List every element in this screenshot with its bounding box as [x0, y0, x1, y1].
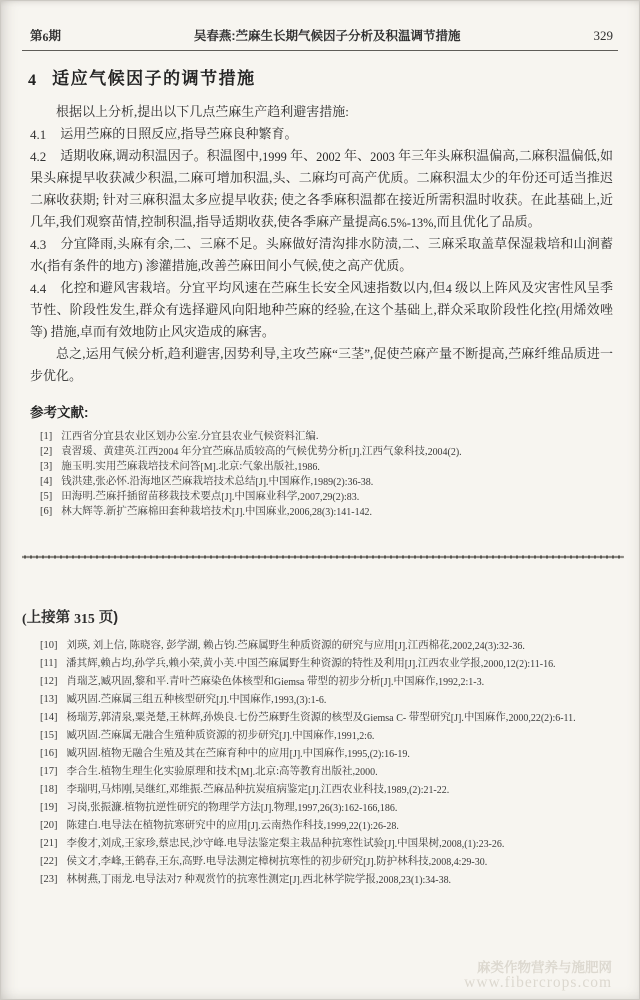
reference-number: [1] — [40, 431, 53, 442]
reference-text: 施玉明.实用苎麻栽培技术问答[M].北京:气象出版社,1986. — [61, 461, 320, 473]
reference-text: 袁習瑗、黄建英.江西2004 年分宜苎麻品质较高的气候优势分析[J].江西气象科技,2004(2). — [61, 446, 462, 458]
reference-item — [8, 763, 613, 781]
reference-item — [8, 745, 613, 763]
reference-number: [10] — [40, 640, 58, 651]
reference-number: [2] — [40, 446, 53, 457]
reference-number: [16] — [40, 748, 58, 759]
reference-number: [14] — [40, 712, 58, 723]
reference-text: 李瑞明,马炜刚,吴继红,邓维振.苎麻品种抗炭疽病鉴定[J].江西农业科技,1989,(2):21-22. — [66, 784, 450, 796]
reference-text: 林大辉等.新扩苎麻棉田套种栽培技术[J].中国麻业,2006,28(3):141-142. — [61, 506, 373, 518]
reference-item — [8, 727, 613, 745]
reference-number: [15] — [40, 730, 58, 741]
section-heading — [28, 64, 613, 89]
reference-item — [8, 709, 613, 727]
reference-text: 李合生.植物生理生化实验原理和技术[M].北京:高等教育出版社,2000. — [66, 766, 378, 778]
reference-number: [22] — [40, 856, 58, 867]
reference-item — [40, 459, 613, 474]
reference-item — [8, 817, 613, 835]
reference-number: [4] — [40, 476, 53, 487]
page-number: 329 — [593, 28, 613, 43]
paragraph-text: 分宜降雨,头麻有余,二、三麻不足。头麻做好清沟排水防渍,二、三麻采取盖草保湿栽培和山涧蓄水(指有条件的地方) 渗灌措施,改善苎麻田间小气候,使之高产优质。 — [30, 236, 613, 274]
paragraph-number: 4.4 — [30, 281, 47, 296]
header-rule — [22, 50, 618, 51]
reference-text: 李俊才,刘成,王家珍,蔡忠民,沙守峰.电导法鉴定梨主栽品种抗寒性试验[J].中国果树,2008,(1):23-26. — [66, 838, 505, 850]
reference-text: 陈建白.电导法在植物抗寒研究中的应用[J].云南热作科技,1999,22(1):26-28. — [66, 820, 399, 832]
reference-item — [40, 444, 613, 459]
running-title: 吴春燕:苎麻生长期气候因子分析及积温调节措施 — [193, 29, 461, 43]
reference-item — [40, 504, 613, 519]
reference-item — [8, 835, 613, 853]
reference-number: [13] — [40, 694, 58, 705]
reference-item — [8, 853, 613, 871]
paragraph — [30, 145, 613, 233]
paragraph — [30, 233, 613, 277]
reference-item — [8, 871, 613, 889]
reference-text: 林树燕,丁雨龙.电导法对7 种观赏竹的抗寒性测定[J].西北林学院学报,2008,23(1):34-38. — [66, 874, 452, 886]
paragraph-number: 4.2 — [30, 149, 47, 164]
references-heading: 参考文献: — [30, 405, 89, 420]
section-title: 适应气候因子的调节措施 — [52, 69, 256, 88]
reference-item — [40, 474, 613, 489]
body-paragraphs — [30, 101, 613, 387]
reference-text: 田海明.苎麻扦插留苗移栽技术要点[J].中国麻业科学,2007,29(2):83. — [61, 491, 360, 503]
paragraph-text: 运用苎麻的日照反应,指导苎麻良种繁育。 — [60, 126, 298, 141]
paragraph-text: 适期收麻,调动积温因子。积温图中,1999 年、2002 年、2003 年三年头麻积温偏高,二麻积温偏低,如果头麻提早收获减少积温,二麻可增加积温,头、二麻均可高产优质。二麻积温太少的年份还可适当推迟二麻收获期; 针对三麻积温太多应提早收获; 使之各季麻积温都在接近所需积温时收获。在此基础上,近几年,我们观察苗情,控制积温,指导适期收获,使各季麻产量提高6.5%-13%,而且优化了品质。 — [30, 148, 613, 230]
reference-number: [18] — [40, 784, 58, 795]
watermark-site-name: 麻类作物营养与施肥网 — [477, 960, 612, 975]
reference-number: [3] — [40, 461, 53, 472]
reference-text: 钱洪建,张必怀.沿海地区苎麻栽培技术总结[J].中国麻作,1989(2):36-38. — [61, 476, 374, 488]
watermark — [464, 956, 612, 992]
reference-item — [8, 691, 613, 709]
reference-number: [12] — [40, 676, 58, 687]
reference-number: [21] — [40, 838, 58, 849]
reference-number: [23] — [40, 874, 58, 885]
reference-item — [8, 799, 613, 817]
reference-number: [20] — [40, 820, 58, 831]
reference-item — [8, 637, 613, 655]
reference-item — [8, 673, 613, 691]
reference-text: 潘其辉,赖占均,孙学兵,赖小荣,黄小芙.中国苎麻属野生种资源的特性及利用[J].江西农业学报,2000,12(2):11-16. — [66, 658, 556, 670]
paragraph — [30, 101, 613, 123]
page-body — [22, 60, 613, 889]
reference-text: 臧巩固.苎麻属三组五种核型研究[J].中国麻作,1993,(3):1-6. — [66, 694, 327, 706]
reference-number: [11] — [40, 658, 58, 669]
references-list-continued — [8, 637, 613, 889]
paragraph — [30, 343, 613, 387]
reference-item — [40, 429, 613, 444]
reference-number: [17] — [40, 766, 58, 777]
reference-text: 江西省分宜县农业区划办公室.分宜县农业气候资料汇编. — [61, 431, 319, 442]
paragraph-text: 根据以上分析,提出以下几点苎麻生产趋利避害措施: — [56, 104, 349, 119]
reference-text: 臧巩固.苎麻属无融合生殖种质资源的初步研究[J].中国麻作,1991,2:6. — [66, 730, 375, 742]
reference-item — [8, 655, 613, 673]
reference-text: 肖瑞芝,臧巩固,黎和平.青叶苎麻染色体核型和Giemsa 带型的初步分析[J].中国麻作,1992,2:1-3. — [66, 676, 485, 688]
paragraph-number: 4.1 — [30, 127, 47, 142]
reference-number: [5] — [40, 491, 53, 502]
reference-number: [19] — [40, 802, 58, 813]
paragraph-text: 总之,运用气候分析,趋利避害,因势利导,主攻苎麻“三茎”,促使苎麻产量不断提高,苎麻纤维品质进一步优化。 — [30, 346, 613, 383]
wavy-divider — [22, 553, 624, 560]
paragraph-number: 4.3 — [30, 237, 47, 252]
watermark-site-url: www.fibercrops.com — [464, 974, 612, 991]
reference-text: 侯文才,李峰,王鹤春,王东,高野.电导法测定樟树抗寒性的初步研究[J].防护林科技,2008,4:29-30. — [66, 856, 488, 868]
reference-number: [6] — [40, 506, 53, 517]
paragraph — [30, 277, 613, 343]
reference-text: 习岗,张振濂.植物抗逆性研究的物理学方法[J].物理,1997,26(3):162-166,186. — [66, 802, 398, 814]
reference-item — [40, 489, 613, 504]
issue-label: 第6期 — [30, 29, 61, 44]
paragraph — [30, 123, 613, 145]
reference-text: 杨瑞芳,郭清泉,粟尧楚,王林辉,孙焕良.七份苎麻野生资源的核型及Giemsa C- 带型研究[J].中国麻作,2000,22(2):6-11. — [66, 712, 576, 724]
reference-text: 刘瑛, 刘上信, 陈晓容, 彭学湖, 赖占钧.苎麻属野生种质资源的研究与应用[J].江西棉花,2002,24(3):32-36. — [66, 640, 525, 652]
reference-item — [8, 781, 613, 799]
section-number: 4 — [28, 72, 37, 89]
page-header — [30, 26, 613, 44]
references-list-top — [40, 429, 613, 519]
continuation-note: (上接第 315 页) — [22, 610, 119, 626]
paragraph-text: 化控和避风害栽培。分宜平均风速在苎麻生长安全风速指数以内,但4 级以上阵风及灾害性风呈季节性、阶段性发生,群众有选择避风向阳地种苎麻的经验,在这个基础上,群众采取阶段性化控(用烯效唑等) 措施,卓而有效地防止风灾造成的麻害。 — [30, 280, 613, 339]
reference-text: 臧巩固.植物无融合生殖及其在苎麻育种中的应用[J].中国麻作,1995,(2):16-19. — [66, 748, 410, 760]
